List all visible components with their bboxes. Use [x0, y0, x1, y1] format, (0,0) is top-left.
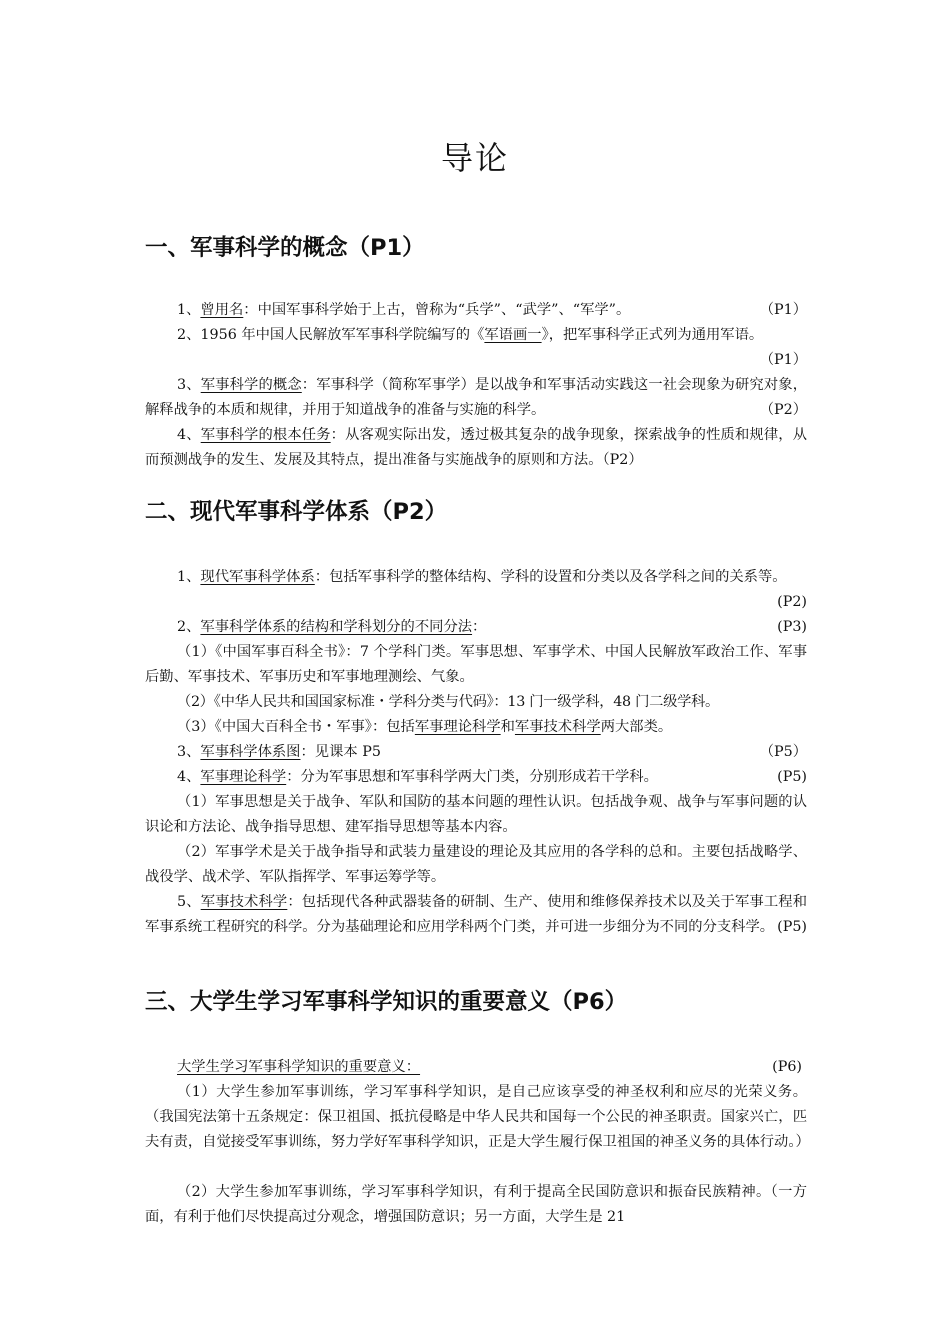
term-underlined: 军事科学体系的结构和学科划分的不同分法 — [200, 619, 473, 635]
paragraph-2-2: (P3) 2、军事科学体系的结构和学科划分的不同分法： — [145, 615, 807, 640]
paragraph-1-2: 2、1956 年中国人民解放军军事科学院编写的《军语画一》，把军事科学正式列为通用军语。 （P1） — [145, 323, 807, 373]
paragraph-1-4: 4、军事科学的根本任务：从客观实际出发，透过极其复杂的战争现象，探索战争的性质和规律，从而预测战争的发生、发展及其特点，提出准备与实施战争的原则和方法。（P2） — [145, 427, 808, 468]
term-underlined: 军事科学体系图 — [200, 744, 301, 760]
term-underlined: 军事科学的概念 — [200, 377, 302, 393]
paragraph-2-4: （2）《中华人民共和国国家标准・学科分类与代码》：13 门一级学科，48 门二级学科。 — [177, 694, 720, 710]
term-underlined: 军事理论科学 — [200, 769, 287, 785]
page-ref: (P6) — [772, 1059, 802, 1075]
page-ref: （P1） — [759, 352, 807, 368]
paragraph-2-10: 5、军事技术科学：包括现代各种武器装备的研制、生产、使用和维修保养技术以及关于军事工程和军事系统工程研究的科学。分为基础理论和应用学科两个门类，并可进一步细分为不同的分支科学。 (P5) — [145, 890, 807, 940]
term-underlined: 军事技术科学 — [200, 894, 288, 910]
term-underlined: 军事理论科学 — [414, 719, 501, 735]
page-ref: （P1） — [759, 302, 807, 318]
page-ref: (P2) — [777, 594, 807, 610]
page-ref: （P2） — [602, 452, 643, 468]
paragraph-2-1: 1、现代军事科学体系：包括军事科学的整体结构、学科的设置和分类以及各学科之间的关系等。 (P2) — [145, 565, 807, 615]
page-ref: （P5） — [759, 744, 807, 760]
paragraph-1-3: 3、军事科学的概念：军事科学（简称军事学）是以战争和军事活动实践这一社会现象为研究对象，解释战争的本质和规律，并用于知道战争的准备与实施的科学。 （P2） — [145, 373, 807, 423]
paragraph-3-2: （1）大学生参加军事训练，学习军事科学知识，是自己应该享受的神圣权利和应尽的光荣义务。（我国宪法第十五条规定：保卫祖国、抵抗侵略是中华人民共和国每一个公民的神圣职责。国家兴亡，匹夫有责，自觉接受军事训练，努力学好军事科学知识，正是大学生履行保卫祖国的神圣义务的具体行动。） — [145, 1084, 810, 1150]
paragraph-2-3: （1）《中国军事百科全书》：7 个学科门类。军事思想、军事学术、中国人民解放军政治工作、军事后勤、军事技术、军事历史和军事地理测绘、气象。 — [145, 644, 807, 685]
paragraph-1-1: （P1） 1、曾用名：中国军事科学始于上古，曾称为“兵学”、“武学”、“军学”。 — [145, 298, 807, 323]
term-underlined: 现代军事科学体系 — [200, 569, 315, 585]
term-underlined: 曾用名 — [200, 302, 244, 318]
paragraph-3-1 — [145, 1055, 807, 1080]
page-ref: (P5) — [777, 769, 807, 785]
paragraph-2-6: （P5） 3、军事科学体系图：见课本 P5 — [145, 740, 807, 765]
page-ref: （P2） — [759, 402, 807, 418]
term-underlined: 大学生学习军事科学知识的重要意义： — [177, 1059, 421, 1075]
section-heading-1: 一、军事科学的概念（P1） — [145, 235, 425, 261]
paragraph-2-7: (P5) 4、军事理论科学：分为军事思想和军事科学两大门类，分别形成若干学科。 — [145, 765, 807, 790]
paragraph-3-3: （2）大学生参加军事训练，学习军事科学知识，有利于提高全民国防意识和振奋民族精神。（一方面，有利于他们尽快提高过分观念，增强国防意识；另一方面，大学生是 21 — [145, 1184, 807, 1225]
paragraph-2-9: （2）军事学术是关于战争指导和武装力量建设的理论及其应用的各学科的总和。主要包括战略学、战役学、战术学、军队指挥学、军事运筹学等。 — [145, 844, 807, 885]
paragraph-2-8: （1）军事思想是关于战争、军队和国防的基本问题的理性认识。包括战争观、战争与军事问题的认识论和方法论、战争指导思想、建军指导思想等基本内容。 — [145, 794, 807, 835]
page-title: 导论 — [440, 139, 509, 177]
page-ref: (P3) — [777, 619, 807, 635]
paragraph-2-5: （3）《中国大百科全书・军事》：包括军事理论科学和军事技术科学两大部类。 — [177, 719, 673, 735]
term-underlined: 军事科学的根本任务 — [200, 427, 331, 443]
section-heading-2: 二、现代军事科学体系（P2） — [145, 499, 448, 525]
term-underlined: 军语画一 — [484, 327, 542, 343]
page-ref: (P5) — [777, 919, 807, 935]
section-heading-3: 三、大学生学习军事科学知识的重要意义（P6） — [145, 989, 628, 1015]
term-underlined: 军事技术科学 — [514, 719, 601, 735]
